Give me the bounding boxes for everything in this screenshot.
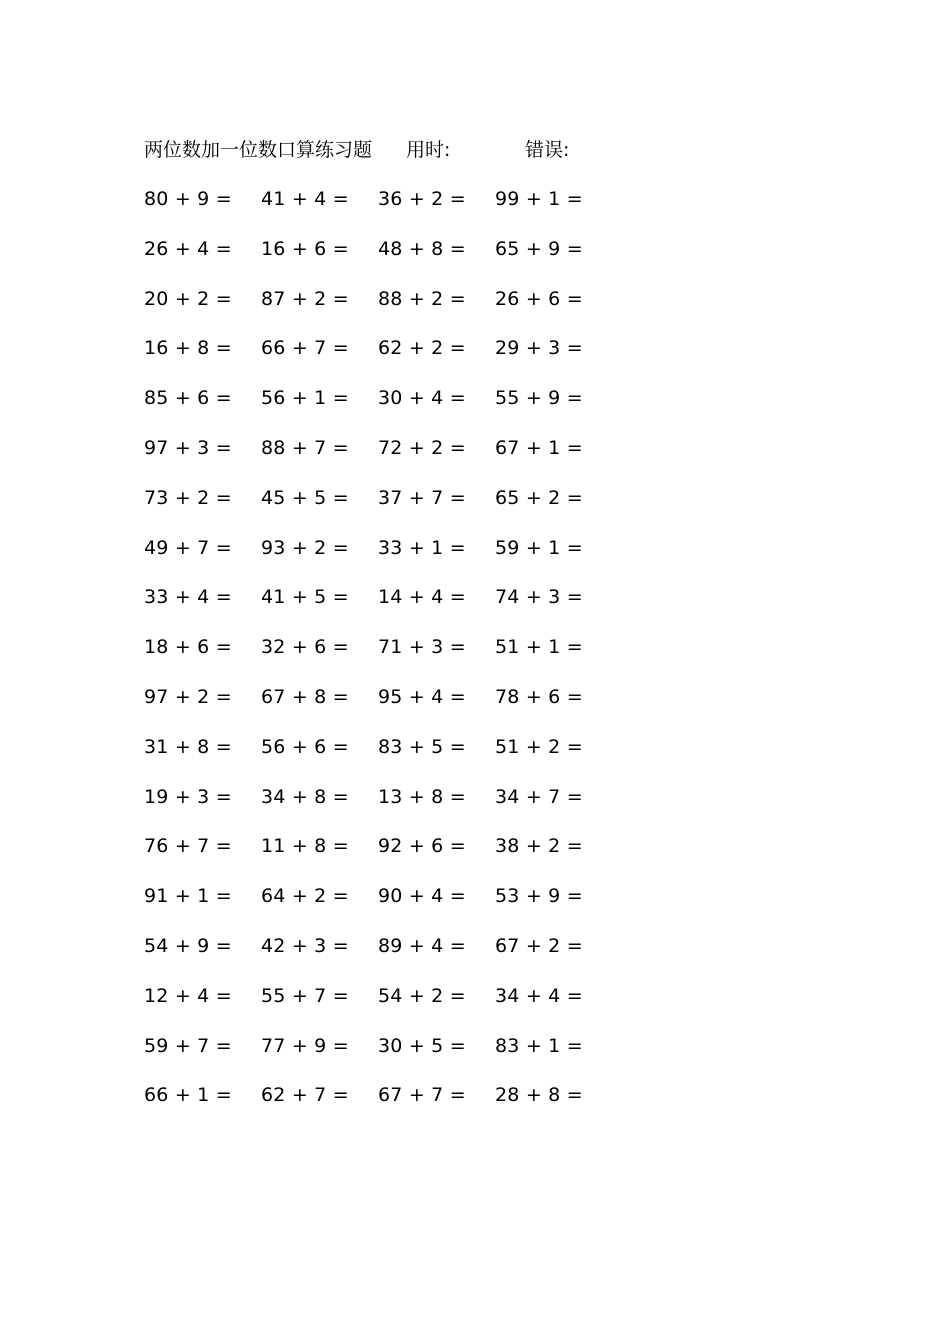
problem-item: 88 + 2 = (378, 287, 466, 310)
problem-item: 34 + 8 = (261, 785, 349, 808)
problem-item: 92 + 6 = (378, 835, 466, 858)
problem-item: 51 + 1 = (495, 636, 583, 659)
problem-item: 16 + 8 = (144, 337, 232, 360)
problem-item: 28 + 8 = (495, 1084, 583, 1107)
problem-row (144, 281, 784, 331)
problem-row (144, 679, 784, 729)
problem-row (144, 978, 784, 1028)
problem-row (144, 579, 784, 629)
problem-row (144, 629, 784, 679)
problem-item: 64 + 2 = (261, 885, 349, 908)
problem-row (144, 729, 784, 779)
problem-item: 30 + 4 = (378, 387, 466, 410)
problem-item: 80 + 9 = (144, 188, 232, 210)
problem-item: 42 + 3 = (261, 934, 349, 957)
problem-item: 59 + 1 = (495, 536, 583, 559)
problem-row (144, 430, 784, 480)
problem-item: 97 + 3 = (144, 436, 232, 459)
problem-item: 34 + 7 = (495, 785, 583, 808)
problem-item: 33 + 4 = (144, 586, 232, 609)
problem-item: 41 + 4 = (261, 188, 349, 210)
problem-item: 97 + 2 = (144, 685, 232, 708)
problem-item: 71 + 3 = (378, 636, 466, 659)
problem-item: 54 + 9 = (144, 934, 232, 957)
problem-row (144, 1028, 784, 1078)
worksheet (144, 132, 784, 1127)
problem-item: 13 + 8 = (378, 785, 466, 808)
problem-row (144, 380, 784, 430)
problem-item: 26 + 4 = (144, 237, 232, 260)
problem-item: 65 + 2 = (495, 486, 583, 509)
problem-item: 19 + 3 = (144, 785, 232, 808)
problem-item: 55 + 7 = (261, 984, 349, 1007)
problem-item: 49 + 7 = (144, 536, 232, 559)
problem-row (144, 231, 784, 281)
problem-item: 26 + 6 = (495, 287, 583, 310)
problem-item: 67 + 8 = (261, 685, 349, 708)
problem-item: 91 + 1 = (144, 885, 232, 908)
problem-item: 54 + 2 = (378, 984, 466, 1007)
problem-item: 37 + 7 = (378, 486, 466, 509)
problem-row (144, 480, 784, 530)
problem-item: 20 + 2 = (144, 287, 232, 310)
problem-item: 33 + 1 = (378, 536, 466, 559)
problem-item: 56 + 1 = (261, 387, 349, 410)
problem-item: 77 + 9 = (261, 1034, 349, 1057)
problem-item: 99 + 1 = (495, 188, 583, 210)
problem-row (144, 1077, 784, 1127)
problem-item: 95 + 4 = (378, 685, 466, 708)
problem-row (144, 779, 784, 829)
worksheet-title: 两位数加一位数口算练习题 (144, 139, 373, 161)
problem-item: 34 + 4 = (495, 984, 583, 1007)
problem-item: 83 + 5 = (378, 735, 466, 758)
problem-item: 16 + 6 = (261, 237, 349, 260)
problem-item: 59 + 7 = (144, 1034, 232, 1057)
problem-item: 30 + 5 = (378, 1034, 466, 1057)
problem-item: 67 + 2 = (495, 934, 583, 957)
problem-item: 90 + 4 = (378, 885, 466, 908)
problem-item: 55 + 9 = (495, 387, 583, 410)
problem-item: 87 + 2 = (261, 287, 349, 310)
problem-item: 38 + 2 = (495, 835, 583, 858)
problem-row (144, 181, 784, 231)
problem-item: 36 + 2 = (378, 188, 466, 210)
problem-row (144, 878, 784, 928)
problem-item: 14 + 4 = (378, 586, 466, 609)
problem-item: 53 + 9 = (495, 885, 583, 908)
problem-grid (144, 181, 784, 1127)
problem-item: 83 + 1 = (495, 1034, 583, 1057)
time-used-label: 用时: (406, 139, 451, 161)
problem-row (144, 828, 784, 878)
problem-item: 66 + 7 = (261, 337, 349, 360)
problem-item: 29 + 3 = (495, 337, 583, 360)
problem-item: 73 + 2 = (144, 486, 232, 509)
problem-item: 45 + 5 = (261, 486, 349, 509)
problem-item: 67 + 7 = (378, 1084, 466, 1107)
problem-item: 62 + 7 = (261, 1084, 349, 1107)
problem-item: 76 + 7 = (144, 835, 232, 858)
problem-item: 66 + 1 = (144, 1084, 232, 1107)
problem-item: 74 + 3 = (495, 586, 583, 609)
problem-item: 31 + 8 = (144, 735, 232, 758)
problem-row (144, 530, 784, 580)
problem-item: 62 + 2 = (378, 337, 466, 360)
problem-item: 48 + 8 = (378, 237, 466, 260)
problem-item: 89 + 4 = (378, 934, 466, 957)
problem-item: 32 + 6 = (261, 636, 349, 659)
problem-row (144, 928, 784, 978)
problem-item: 41 + 5 = (261, 586, 349, 609)
problem-item: 93 + 2 = (261, 536, 349, 559)
error-count-label: 错误: (525, 139, 570, 161)
problem-item: 18 + 6 = (144, 636, 232, 659)
problem-row (144, 330, 784, 380)
problem-item: 72 + 2 = (378, 436, 466, 459)
problem-item: 85 + 6 = (144, 387, 232, 410)
problem-item: 12 + 4 = (144, 984, 232, 1007)
problem-item: 56 + 6 = (261, 735, 349, 758)
problem-item: 65 + 9 = (495, 237, 583, 260)
worksheet-header (144, 132, 784, 168)
problem-item: 88 + 7 = (261, 436, 349, 459)
problem-item: 67 + 1 = (495, 436, 583, 459)
problem-item: 78 + 6 = (495, 685, 583, 708)
problem-item: 51 + 2 = (495, 735, 583, 758)
problem-item: 11 + 8 = (261, 835, 349, 858)
